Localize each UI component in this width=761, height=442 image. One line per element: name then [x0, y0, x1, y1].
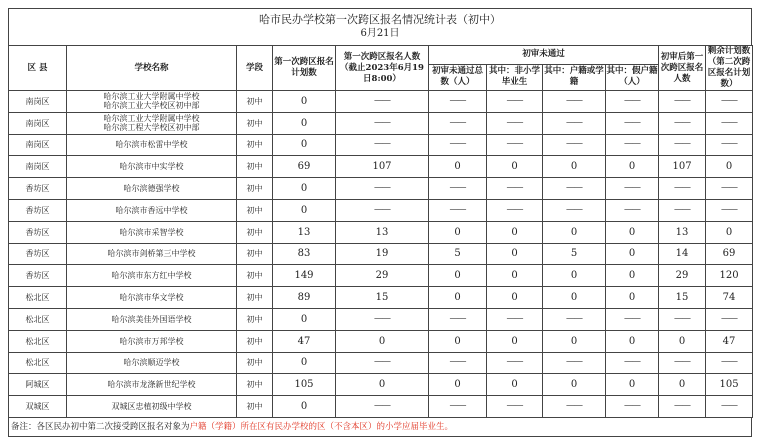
school-name-cell: 哈尔滨市龙涤新世纪学校: [67, 374, 237, 396]
remaining-cell: 47: [706, 330, 753, 352]
header-fake-hukou: 其中：假户籍（人）: [606, 64, 659, 90]
table-row: [9, 199, 753, 221]
applicants-cell: ——: [336, 352, 429, 374]
school-name-cell: 哈尔滨市松雷中学校: [67, 134, 237, 156]
failed-total-cell: 0: [429, 156, 487, 178]
table-row: [9, 91, 753, 113]
district-cell: 松北区: [9, 287, 67, 309]
header-failed-group: 初审未通过: [429, 46, 659, 65]
footnote-prefix: 备注：各区民办初中第二次接受跨区报名对象为: [11, 421, 190, 432]
plan-cell: 0: [273, 199, 336, 221]
level-cell: 初中: [237, 134, 273, 156]
failed-total-cell: ——: [429, 199, 487, 221]
fake-hukou-cell: 0: [606, 374, 659, 396]
level-cell: 初中: [237, 330, 273, 352]
footnote: [8, 418, 752, 437]
school-name-cell: 哈尔滨顺迈学校: [67, 352, 237, 374]
not-primary-grad-cell: 0: [487, 156, 543, 178]
district-cell: 阿城区: [9, 374, 67, 396]
hukou-reg-cell: 5: [543, 243, 606, 265]
plan-cell: 149: [273, 265, 336, 287]
school-name-cell: 哈尔滨工业大学附属中学校 哈尔滨工业大学校区初中部: [67, 91, 237, 113]
hukou-reg-cell: ——: [543, 178, 606, 200]
hukou-reg-cell: 0: [543, 265, 606, 287]
not-primary-grad-cell: 0: [487, 243, 543, 265]
failed-total-cell: 0: [429, 265, 487, 287]
table-row: [9, 156, 753, 178]
passed-cell: ——: [659, 308, 706, 330]
header-level: 学段: [237, 46, 273, 91]
applicants-cell: ——: [336, 134, 429, 156]
passed-cell: ——: [659, 396, 706, 418]
not-primary-grad-cell: 0: [487, 374, 543, 396]
applicants-cell: ——: [336, 199, 429, 221]
failed-total-cell: 5: [429, 243, 487, 265]
level-cell: 初中: [237, 287, 273, 309]
hukou-reg-cell: ——: [543, 91, 606, 113]
not-primary-grad-cell: 0: [487, 221, 543, 243]
header-not-primary-grad: 其中：非小学毕业生: [487, 64, 543, 90]
fake-hukou-cell: ——: [606, 308, 659, 330]
failed-total-cell: 0: [429, 330, 487, 352]
remaining-cell: 0: [706, 221, 753, 243]
table-row: [9, 330, 753, 352]
passed-cell: 0: [659, 330, 706, 352]
school-name-cell: 哈尔滨工业大学附属中学校 哈尔滨工程大学校区初中部: [67, 112, 237, 134]
school-name-cell: 双城区忠植初级中学校: [67, 396, 237, 418]
header-applicants: 第一次跨区报名人数（截止2023年6月19日8:00）: [336, 46, 429, 91]
table-row: [9, 352, 753, 374]
school-name-cell: 哈尔滨市万邦学校: [67, 330, 237, 352]
level-cell: 初中: [237, 265, 273, 287]
table-row: [9, 287, 753, 309]
table-row: [9, 178, 753, 200]
district-cell: 南岗区: [9, 156, 67, 178]
not-primary-grad-cell: ——: [487, 91, 543, 113]
passed-cell: ——: [659, 112, 706, 134]
applicants-cell: 0: [336, 374, 429, 396]
level-cell: 初中: [237, 374, 273, 396]
table-row: [9, 243, 753, 265]
hukou-reg-cell: 0: [543, 287, 606, 309]
not-primary-grad-cell: 0: [487, 287, 543, 309]
applicants-cell: ——: [336, 91, 429, 113]
failed-total-cell: ——: [429, 308, 487, 330]
level-cell: 初中: [237, 352, 273, 374]
table-row: [9, 134, 753, 156]
school-name-cell: 哈尔滨市东方红中学校: [67, 265, 237, 287]
fake-hukou-cell: ——: [606, 199, 659, 221]
not-primary-grad-cell: ——: [487, 134, 543, 156]
passed-cell: ——: [659, 199, 706, 221]
fake-hukou-cell: 0: [606, 287, 659, 309]
plan-cell: 89: [273, 287, 336, 309]
level-cell: 初中: [237, 178, 273, 200]
failed-total-cell: 0: [429, 287, 487, 309]
passed-cell: 29: [659, 265, 706, 287]
district-cell: 香坊区: [9, 178, 67, 200]
level-cell: 初中: [237, 112, 273, 134]
passed-cell: 14: [659, 243, 706, 265]
footnote-highlight: 户籍（学籍）所在区有民办学校的区（不含本区）的小学应届毕业生。: [189, 421, 454, 432]
applicants-cell: 29: [336, 265, 429, 287]
district-cell: 香坊区: [9, 221, 67, 243]
fake-hukou-cell: 0: [606, 156, 659, 178]
not-primary-grad-cell: 0: [487, 330, 543, 352]
hukou-reg-cell: ——: [543, 112, 606, 134]
school-name-cell: 哈尔滨市香远中学校: [67, 199, 237, 221]
remaining-cell: ——: [706, 352, 753, 374]
header-plan: 第一次跨区报名计划数: [273, 46, 336, 91]
plan-cell: 0: [273, 308, 336, 330]
remaining-cell: 105: [706, 374, 753, 396]
applicants-cell: 107: [336, 156, 429, 178]
plan-cell: 0: [273, 352, 336, 374]
failed-total-cell: 0: [429, 374, 487, 396]
table-row: [9, 265, 753, 287]
level-cell: 初中: [237, 308, 273, 330]
district-cell: 南岗区: [9, 91, 67, 113]
table-row: [9, 374, 753, 396]
hukou-reg-cell: ——: [543, 199, 606, 221]
fake-hukou-cell: ——: [606, 396, 659, 418]
level-cell: 初中: [237, 91, 273, 113]
applicants-cell: ——: [336, 112, 429, 134]
header-failed-total: 初审未通过总数（人）: [429, 64, 487, 90]
hukou-reg-cell: ——: [543, 352, 606, 374]
report-title: 哈市民办学校第一次跨区报名情况统计表（初中）: [259, 13, 501, 26]
remaining-cell: ——: [706, 112, 753, 134]
fake-hukou-cell: ——: [606, 91, 659, 113]
applicants-cell: 19: [336, 243, 429, 265]
remaining-cell: 120: [706, 265, 753, 287]
applicants-cell: 0: [336, 330, 429, 352]
fake-hukou-cell: ——: [606, 112, 659, 134]
report-sheet: [8, 8, 752, 437]
not-primary-grad-cell: ——: [487, 396, 543, 418]
plan-cell: 0: [273, 178, 336, 200]
header-district: 区 县: [9, 46, 67, 91]
header-passed: 初审后第一次跨区报名人数: [659, 46, 706, 91]
failed-total-cell: ——: [429, 178, 487, 200]
title-box: [8, 8, 752, 45]
passed-cell: 13: [659, 221, 706, 243]
applicants-cell: ——: [336, 178, 429, 200]
hukou-reg-cell: 0: [543, 156, 606, 178]
failed-total-cell: ——: [429, 112, 487, 134]
school-name-cell: 哈尔滨市中实学校: [67, 156, 237, 178]
header-school: 学校名称: [67, 46, 237, 91]
district-cell: 双城区: [9, 396, 67, 418]
not-primary-grad-cell: ——: [487, 352, 543, 374]
plan-cell: 69: [273, 156, 336, 178]
passed-cell: ——: [659, 91, 706, 113]
remaining-cell: 0: [706, 156, 753, 178]
fake-hukou-cell: ——: [606, 352, 659, 374]
district-cell: 松北区: [9, 330, 67, 352]
table-row: [9, 396, 753, 418]
plan-cell: 0: [273, 112, 336, 134]
hukou-reg-cell: 0: [543, 374, 606, 396]
remaining-cell: ——: [706, 91, 753, 113]
failed-total-cell: ——: [429, 352, 487, 374]
fake-hukou-cell: 0: [606, 265, 659, 287]
remaining-cell: 69: [706, 243, 753, 265]
district-cell: 松北区: [9, 352, 67, 374]
applicants-cell: 15: [336, 287, 429, 309]
level-cell: 初中: [237, 243, 273, 265]
district-cell: 香坊区: [9, 243, 67, 265]
level-cell: 初中: [237, 156, 273, 178]
passed-cell: 0: [659, 374, 706, 396]
plan-cell: 13: [273, 221, 336, 243]
applicants-cell: ——: [336, 308, 429, 330]
passed-cell: ——: [659, 352, 706, 374]
not-primary-grad-cell: ——: [487, 199, 543, 221]
plan-cell: 0: [273, 396, 336, 418]
not-primary-grad-cell: ——: [487, 112, 543, 134]
table-body: [9, 91, 753, 418]
table-row: [9, 221, 753, 243]
not-primary-grad-cell: ——: [487, 308, 543, 330]
applicants-cell: ——: [336, 396, 429, 418]
hukou-reg-cell: 0: [543, 330, 606, 352]
plan-cell: 83: [273, 243, 336, 265]
hukou-reg-cell: ——: [543, 396, 606, 418]
passed-cell: ——: [659, 134, 706, 156]
table-row: [9, 308, 753, 330]
passed-cell: 107: [659, 156, 706, 178]
fake-hukou-cell: ——: [606, 134, 659, 156]
header-hukou-reg: 其中：户籍或学籍: [543, 64, 606, 90]
plan-cell: 0: [273, 134, 336, 156]
failed-total-cell: ——: [429, 396, 487, 418]
remaining-cell: ——: [706, 199, 753, 221]
fake-hukou-cell: 0: [606, 243, 659, 265]
school-name-cell: 哈尔滨市华文学校: [67, 287, 237, 309]
district-cell: 香坊区: [9, 199, 67, 221]
school-name-cell: 哈尔滨市剑桥第三中学校: [67, 243, 237, 265]
fake-hukou-cell: ——: [606, 178, 659, 200]
header-remaining: 剩余计划数（第二次跨区报名计划数）: [706, 46, 753, 91]
failed-total-cell: 0: [429, 221, 487, 243]
hukou-reg-cell: ——: [543, 308, 606, 330]
hukou-reg-cell: ——: [543, 134, 606, 156]
remaining-cell: 74: [706, 287, 753, 309]
applicants-cell: 13: [336, 221, 429, 243]
district-cell: 南岗区: [9, 112, 67, 134]
district-cell: 香坊区: [9, 265, 67, 287]
passed-cell: 15: [659, 287, 706, 309]
failed-total-cell: ——: [429, 134, 487, 156]
remaining-cell: ——: [706, 396, 753, 418]
hukou-reg-cell: 0: [543, 221, 606, 243]
fake-hukou-cell: 0: [606, 221, 659, 243]
level-cell: 初中: [237, 199, 273, 221]
remaining-cell: ——: [706, 308, 753, 330]
level-cell: 初中: [237, 221, 273, 243]
plan-cell: 105: [273, 374, 336, 396]
remaining-cell: ——: [706, 134, 753, 156]
district-cell: 南岗区: [9, 134, 67, 156]
district-cell: 松北区: [9, 308, 67, 330]
plan-cell: 47: [273, 330, 336, 352]
not-primary-grad-cell: 0: [487, 265, 543, 287]
school-name-cell: 哈尔滨美佳外国语学校: [67, 308, 237, 330]
school-name-cell: 哈尔滨市采智学校: [67, 221, 237, 243]
plan-cell: 0: [273, 91, 336, 113]
table-row: [9, 112, 753, 134]
school-name-cell: 哈尔滨德强学校: [67, 178, 237, 200]
fake-hukou-cell: 0: [606, 330, 659, 352]
remaining-cell: ——: [706, 178, 753, 200]
passed-cell: ——: [659, 178, 706, 200]
not-primary-grad-cell: ——: [487, 178, 543, 200]
failed-total-cell: ——: [429, 91, 487, 113]
enrollment-table: [8, 45, 753, 418]
level-cell: 初中: [237, 396, 273, 418]
report-date: 6月21日: [360, 28, 400, 39]
